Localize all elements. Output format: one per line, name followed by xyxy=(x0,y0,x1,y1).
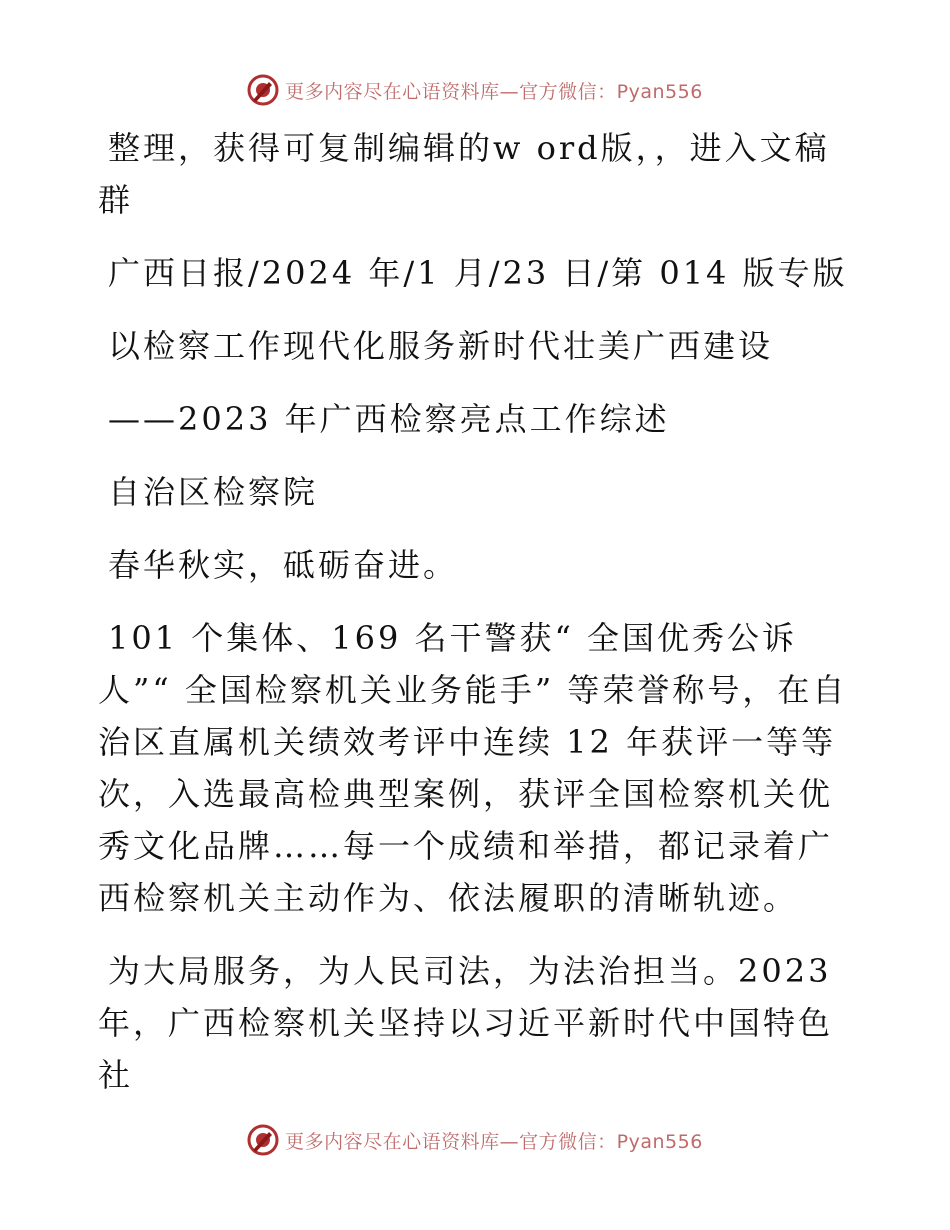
body-paragraph: 春华秋实，砥砺奋进。 xyxy=(108,546,459,584)
intro-note-paragraph: 整理，获得可复制编辑的w ord版，，进入文稿群 xyxy=(98,129,830,219)
body-paragraph: 101 个集体、169 名干警获“ 全国优秀公诉人”“ 全国检察机关业务能手” 等荣誉称号，在自治区直属机关绩效考评中连续 12 年获评一等等次，入选最高检典型案例，获评全国检察机关优秀文化品牌……每一个成绩和举措，都记录着广西检察机关主动作为、依法履职的清晰轨迹。 xyxy=(98,619,848,917)
body-paragraph: 为大局服务，为人民司法，为法治担当。2023 年，广西检察机关坚持以习近平新时代中国特色社 xyxy=(98,952,834,1094)
footer-watermark-banner xyxy=(0,1120,950,1160)
watermark-text: 更多内容尽在心语资料库—官方微信：Pyan556 xyxy=(285,80,703,103)
article-title: 以检察工作现代化服务新时代壮美广西建设 xyxy=(108,327,774,365)
author-line: 自治区检察院 xyxy=(108,473,319,511)
quill-pen-logo-icon xyxy=(247,74,279,106)
source-line: 广西日报/2024 年/1 月/23 日/第 014 版专版 xyxy=(108,254,848,292)
document-body xyxy=(98,122,850,1122)
watermark-text: 更多内容尽在心语资料库—官方微信：Pyan556 xyxy=(285,1130,703,1153)
article-subtitle: ——2023 年广西检察亮点工作综述 xyxy=(108,400,670,438)
header-watermark-banner xyxy=(0,70,950,110)
quill-pen-logo-icon xyxy=(247,1124,279,1156)
